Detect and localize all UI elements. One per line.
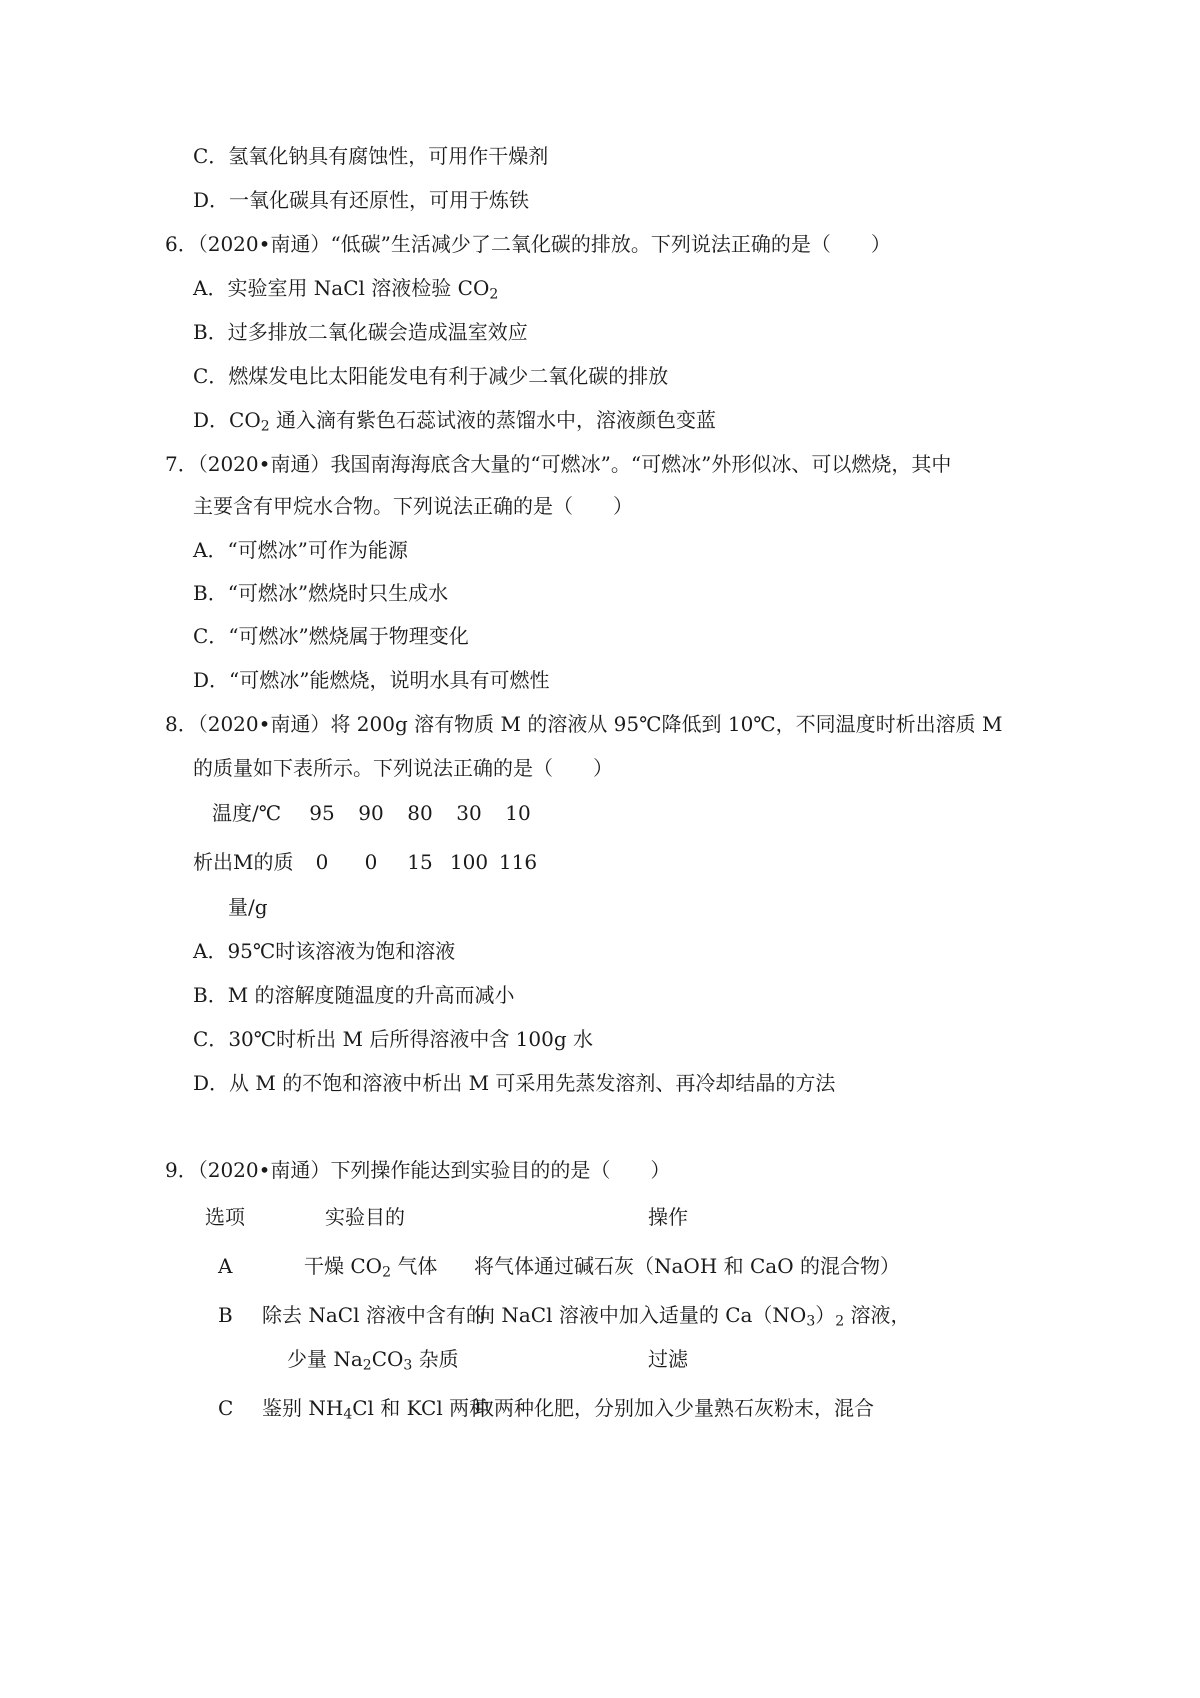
q6-option-b — [193, 318, 528, 346]
q8-stem-line1 — [165, 710, 1003, 738]
q8-stem-line2: 的质量如下表所示。下列说法正确的是（ ） — [193, 756, 613, 780]
option-text: “可燃冰”燃烧属于物理变化 — [228, 624, 469, 648]
option-text: 一氧化碳具有还原性，可用于炼铁 — [229, 188, 530, 212]
table-cell: 15 — [407, 850, 433, 874]
option-label: C． — [193, 364, 229, 388]
question-number: 7． — [165, 452, 198, 476]
option-text: 实验室用 NaCl 溶液检验 CO — [227, 276, 490, 300]
table-cell: 30 — [456, 801, 482, 825]
option-label: D． — [193, 188, 230, 212]
table-cell-purpose — [304, 1252, 437, 1280]
operation-text: 溶液， — [844, 1303, 911, 1327]
table-cell-option: C — [218, 1396, 234, 1420]
question-stem: “低碳”生活减少了二氧化碳的排放。下列说法正确的是（ ） — [330, 232, 891, 256]
q7-stem-line2: 主要含有甲烷水合物。下列说法正确的是（ ） — [193, 494, 633, 518]
option-label: D． — [193, 408, 230, 432]
q6-option-a — [193, 274, 498, 302]
table-cell: 10 — [505, 801, 531, 825]
q8-option-d — [193, 1069, 835, 1097]
option-text: 燃煤发电比太阳能发电有利于减少二氧化碳的排放 — [228, 364, 669, 388]
option-text: “可燃冰”可作为能源 — [227, 538, 408, 562]
purpose-text: 少量 Na — [287, 1347, 363, 1371]
option-label: D． — [193, 668, 230, 692]
option-text: 氢氧化钠具有腐蚀性，可用作干燥剂 — [228, 144, 549, 168]
option-label: B． — [193, 983, 228, 1007]
option-label: C． — [193, 1027, 229, 1051]
table-cell-option: B — [218, 1303, 233, 1327]
subscript: 4 — [343, 1406, 353, 1423]
q6-option-d — [193, 406, 716, 434]
option-label: D． — [193, 1071, 230, 1095]
question-source: （2020•南通） — [197, 452, 331, 476]
purpose-text: 杂质 — [412, 1347, 459, 1371]
option-label: A． — [193, 276, 228, 300]
q7-option-d — [193, 666, 550, 694]
table-header-operation: 操作 — [648, 1205, 688, 1229]
option-text: 95℃时该溶液为饱和溶液 — [227, 939, 456, 963]
table-cell-purpose-line1: 除去 NaCl 溶液中含有的 — [262, 1303, 486, 1327]
question-number: 8． — [165, 712, 198, 736]
option-label: C． — [193, 144, 229, 168]
subscript: 2 — [835, 1313, 845, 1330]
table-cell-operation-line1 — [475, 1301, 911, 1329]
table-header-purpose: 实验目的 — [325, 1205, 405, 1229]
question-stem: 将 200g 溶有物质 M 的溶液从 95℃降低到 10℃，不同温度时析出溶质 M — [330, 712, 1003, 736]
option-label: A． — [193, 939, 228, 963]
question-source: （2020•南通） — [197, 712, 331, 736]
table-cell: 100 — [449, 850, 489, 874]
question-number: 9． — [165, 1158, 198, 1182]
table-row-header-mass-unit: 量/g — [228, 895, 268, 919]
option-text: 从 M 的不饱和溶液中析出 M 可采用先蒸发溶剂、再冷却结晶的方法 — [229, 1071, 836, 1095]
table-cell-operation: 取两种化肥，分别加入少量熟石灰粉末，混合 — [474, 1396, 874, 1420]
option-text: CO — [229, 408, 261, 432]
subscript: 3 — [806, 1313, 816, 1330]
table-cell: 80 — [407, 801, 433, 825]
question-stem: 下列操作能达到实验目的的是（ ） — [330, 1158, 671, 1182]
table-header-option: 选项 — [205, 1205, 245, 1229]
operation-text: ） — [815, 1303, 836, 1327]
table-cell: 0 — [364, 850, 378, 874]
table-cell-operation-line2: 过滤 — [648, 1347, 688, 1371]
question-stem: 我国南海海底含大量的“可燃冰”。“可燃冰”外形似冰、可以燃烧，其中 — [330, 452, 952, 476]
q8-option-c — [193, 1025, 593, 1053]
q7-option-a — [193, 536, 408, 564]
table-cell-option: A — [218, 1254, 233, 1278]
subscript: 2 — [362, 1357, 372, 1374]
purpose-text: Cl 和 KCl 两种 — [352, 1396, 490, 1420]
q8-option-a — [193, 937, 455, 965]
q5-option-d — [193, 186, 529, 214]
option-label: C． — [193, 624, 229, 648]
table-cell: 0 — [315, 850, 329, 874]
option-label: B． — [193, 320, 228, 344]
option-label: B． — [193, 581, 228, 605]
table-cell: 116 — [498, 850, 538, 874]
subscript: 3 — [403, 1357, 413, 1374]
option-text: 过多排放二氧化碳会造成温室效应 — [227, 320, 528, 344]
purpose-text: 鉴别 NH — [262, 1396, 344, 1420]
option-text: “可燃冰”能燃烧，说明水具有可燃性 — [229, 668, 550, 692]
question-source: （2020•南通） — [197, 1158, 331, 1182]
option-text: 30℃时析出 M 后所得溶液中含 100g 水 — [228, 1027, 594, 1051]
option-label: A． — [193, 538, 228, 562]
table-cell-operation: 将气体通过碱石灰（NaOH 和 CaO 的混合物） — [474, 1254, 900, 1278]
q6-stem — [165, 230, 891, 258]
table-row-header-mass: 析出M的质 — [193, 850, 294, 874]
q7-stem-line1 — [165, 450, 951, 478]
q8-option-b — [193, 981, 515, 1009]
q7-option-c — [193, 622, 469, 650]
subscript: 2 — [489, 286, 499, 303]
table-cell-purpose-line2 — [287, 1345, 459, 1373]
option-text: M 的溶解度随温度的升高而减小 — [227, 983, 515, 1007]
q7-option-b — [193, 579, 448, 607]
question-source: （2020•南通） — [197, 232, 331, 256]
option-text: “可燃冰”燃烧时只生成水 — [227, 581, 449, 605]
q9-stem — [165, 1156, 670, 1184]
q6-option-c — [193, 362, 668, 390]
subscript: 2 — [260, 418, 270, 435]
purpose-text: 干燥 CO — [304, 1254, 383, 1278]
operation-text: 向 NaCl 溶液中加入适量的 Ca（NO — [475, 1303, 807, 1327]
subscript: 2 — [382, 1264, 391, 1281]
option-text: 通入滴有紫色石蕊试液的蒸馏水中，溶液颜色变蓝 — [269, 408, 717, 432]
table-row-header-temperature: 温度/℃ — [212, 801, 282, 825]
purpose-text: 气体 — [390, 1254, 438, 1278]
purpose-text: CO — [371, 1347, 404, 1371]
table-cell: 95 — [309, 801, 335, 825]
q5-option-c — [193, 142, 548, 170]
table-cell: 90 — [358, 801, 384, 825]
table-cell-purpose — [262, 1394, 489, 1422]
question-number: 6． — [165, 232, 198, 256]
